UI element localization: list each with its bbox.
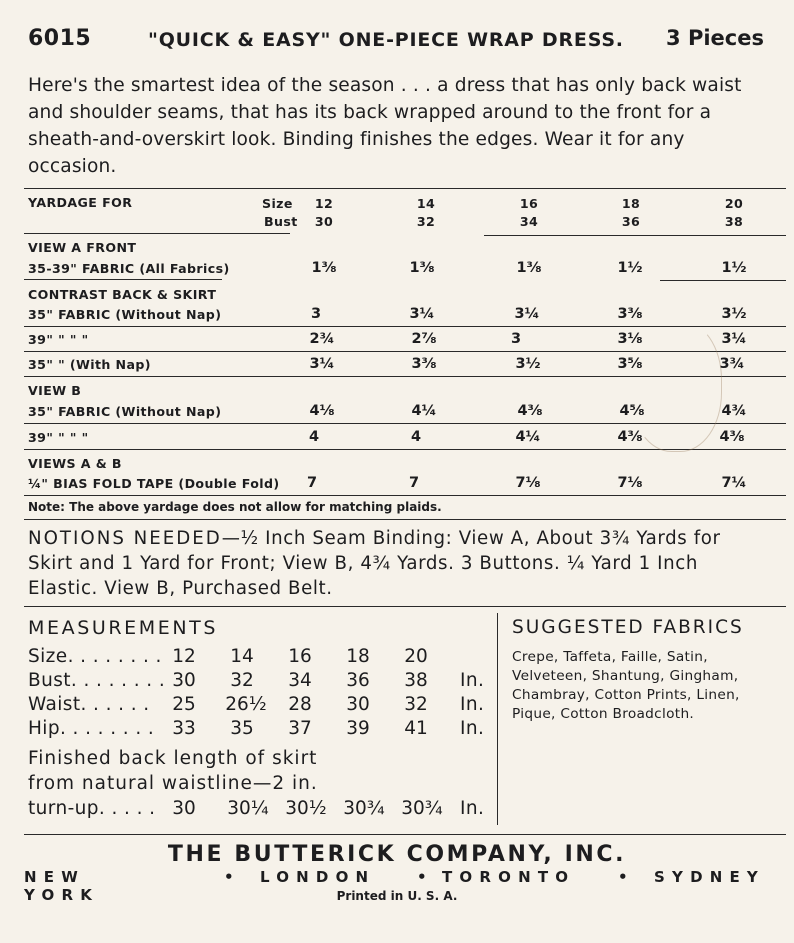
- measure-label: Size. . . . . . . .: [28, 646, 162, 667]
- city: TORONTO: [442, 868, 576, 886]
- measure-value: 16: [288, 646, 312, 667]
- notions: [28, 526, 768, 601]
- measure-value: 14: [230, 646, 254, 667]
- finished-length-line1: Finished back length of skirt: [28, 748, 318, 769]
- printed-in: Printed in U. S. A.: [336, 889, 458, 903]
- measurements-heading: MEASUREMENTS: [28, 617, 219, 639]
- row-label: 39" " " ": [28, 430, 89, 445]
- yardage-value: 3⅜: [411, 356, 437, 372]
- piece-count: 3 Pieces: [666, 26, 764, 50]
- measure-value: 35: [230, 718, 254, 739]
- measure-unit: In.: [460, 718, 485, 739]
- yardage-value: 7⅛: [515, 475, 541, 491]
- measure-value: 36: [346, 670, 370, 691]
- size-12: 12: [314, 196, 334, 211]
- yardage-value: 4¾: [721, 403, 747, 419]
- separator-dot: •: [618, 868, 628, 886]
- measure-value: 38: [404, 670, 428, 691]
- header: [28, 26, 764, 56]
- yardage-value: 4¼: [411, 403, 437, 419]
- row-divider: [24, 495, 786, 496]
- measure-value: 32: [230, 670, 254, 691]
- city: LONDON: [260, 868, 376, 886]
- yardage-value: 3¼: [514, 306, 540, 322]
- yardage-value: 4¼: [515, 429, 541, 445]
- bust-34: 34: [519, 214, 539, 229]
- yardage-value: 3⅛: [617, 331, 643, 347]
- bust-label: Bust: [264, 214, 298, 229]
- turnup-label: turn-up. . . . .: [28, 798, 156, 819]
- measure-value: 18: [346, 646, 370, 667]
- measure-value: 25: [172, 694, 196, 715]
- yardage-value: 7⅛: [617, 475, 643, 491]
- yardage-value: 1⅜: [409, 260, 435, 276]
- measure-value: 26½: [225, 694, 267, 715]
- yardage-value: 3¾: [719, 356, 745, 372]
- section-heading: VIEW A FRONT: [28, 240, 137, 255]
- yardage-value: 4⅜: [719, 429, 745, 445]
- yardage-value: 4: [308, 429, 320, 445]
- finished-length-line2: from natural waistline—2 in.: [28, 773, 318, 794]
- yardage-value: 3: [310, 306, 322, 322]
- section-heading: VIEWS A & B: [28, 456, 122, 471]
- yardage-value: 3½: [515, 356, 541, 372]
- row-label: 35-39" FABRIC (All Fabrics): [28, 261, 230, 276]
- yardage-value: 7: [306, 475, 318, 491]
- row-divider: [660, 280, 786, 281]
- measure-label: Bust. . . . . . . .: [28, 670, 166, 691]
- section-heading: VIEW B: [28, 383, 82, 398]
- divider: [24, 188, 786, 189]
- measure-unit: In.: [460, 694, 485, 715]
- turnup-value: 30¾: [401, 798, 443, 819]
- turnup-value: 30¼: [227, 798, 269, 819]
- section-heading: CONTRAST BACK & SKIRT: [28, 287, 217, 302]
- measure-value: 12: [172, 646, 196, 667]
- row-divider: [484, 235, 786, 236]
- measure-value: 30: [346, 694, 370, 715]
- pattern-title: "QUICK & EASY" ONE-PIECE WRAP DRESS.: [148, 29, 624, 51]
- measure-unit: In.: [460, 670, 485, 691]
- divider: [24, 834, 786, 835]
- turnup-value: 30: [172, 798, 196, 819]
- measure-value: 39: [346, 718, 370, 739]
- fabrics-text: Crepe, Taffeta, Faille, Satin, Velveteen, Shantung, Gingham, Chambray, Cotton Prints, Linen, Pique, Cotton Broadcloth.: [512, 649, 740, 722]
- turnup-value: 30¾: [343, 798, 385, 819]
- yardage-value: 1½: [721, 260, 747, 276]
- measure-label: Waist. . . . . .: [28, 694, 150, 715]
- divider: [24, 519, 786, 520]
- description: Here's the smartest idea of the season . . . a dress that has only back waist and shoulder seams, that has its back wrapped around to the front for a sheath-and-overskirt look. Binding finishes the edges. Wear it for any occasion.: [28, 75, 742, 177]
- row-label: 39" " " ": [28, 332, 89, 347]
- yardage-value: 7¼: [721, 475, 747, 491]
- row-label: 35" " (With Nap): [28, 357, 151, 372]
- separator-dot: •: [224, 868, 234, 886]
- measure-value: 41: [404, 718, 428, 739]
- yardage-value: 4: [410, 429, 422, 445]
- measure-value: 37: [288, 718, 312, 739]
- size-14: 14: [416, 196, 436, 211]
- measure-value: 32: [404, 694, 428, 715]
- bust-36: 36: [621, 214, 641, 229]
- size-label: Size: [262, 196, 293, 211]
- yardage-value: 3⅝: [617, 356, 643, 372]
- company-name: THE BUTTERICK COMPANY, INC.: [167, 842, 627, 867]
- turnup-value: 30½: [285, 798, 327, 819]
- yardage-title: YARDAGE FOR: [28, 195, 133, 210]
- yardage-value: 3¼: [309, 356, 335, 372]
- row-label: 35" FABRIC (Without Nap): [28, 307, 222, 322]
- notions-heading: NOTIONS NEEDED: [28, 528, 222, 549]
- size-16: 16: [519, 196, 539, 211]
- yardage-value: 7: [408, 475, 420, 491]
- yardage-value: 3⅜: [617, 306, 643, 322]
- yardage-value: 3: [510, 331, 522, 347]
- yardage-value: 3¼: [409, 306, 435, 322]
- measure-value: 30: [172, 670, 196, 691]
- row-divider: [24, 233, 290, 234]
- measure-value: 33: [172, 718, 196, 739]
- size-20: 20: [724, 196, 744, 211]
- paper-stain: [630, 320, 722, 452]
- separator-dot: •: [417, 868, 427, 886]
- pattern-number: 6015: [28, 26, 92, 51]
- divider: [24, 606, 786, 607]
- yardage-value: 1⅜: [516, 260, 542, 276]
- yardage-value: 2¾: [309, 331, 335, 347]
- bust-30: 30: [314, 214, 334, 229]
- row-divider: [24, 279, 222, 280]
- measure-unit: In.: [460, 798, 485, 819]
- yardage-value: 4⅛: [309, 403, 335, 419]
- measure-value: 28: [288, 694, 312, 715]
- yardage-value: 1⅜: [311, 260, 337, 276]
- row-label: ¼" BIAS FOLD TAPE (Double Fold): [28, 476, 280, 491]
- row-label: 35" FABRIC (Without Nap): [28, 404, 222, 419]
- yardage-value: 3¼: [721, 331, 747, 347]
- yardage-value: 4⅜: [517, 403, 543, 419]
- measure-value: 20: [404, 646, 428, 667]
- city: NEW YORK: [24, 868, 100, 904]
- yardage-value: 4⅝: [619, 403, 645, 419]
- size-18: 18: [621, 196, 641, 211]
- measure-value: 34: [288, 670, 312, 691]
- yardage-value: 1½: [617, 260, 643, 276]
- yardage-value: 4⅜: [617, 429, 643, 445]
- yardage-value: 3½: [721, 306, 747, 322]
- notions-text: —½ Inch Seam Binding: View A, About 3¾ Yards for Skirt and 1 Yard for Front; View B, 4¾ Yards. 3 Buttons. ¼ Yard 1 Inch Elastic. View B, Purchased Belt.: [28, 528, 721, 599]
- yardage-note: Note: The above yardage does not allow for matching plaids.: [28, 500, 442, 514]
- city: SYDNEY: [654, 868, 765, 886]
- column-divider: [497, 613, 498, 825]
- fabrics-heading: SUGGESTED FABRICS: [512, 617, 744, 638]
- bust-32: 32: [416, 214, 436, 229]
- yardage-value: 2⅞: [411, 331, 437, 347]
- bust-38: 38: [724, 214, 744, 229]
- measure-label: Hip. . . . . . . .: [28, 718, 155, 739]
